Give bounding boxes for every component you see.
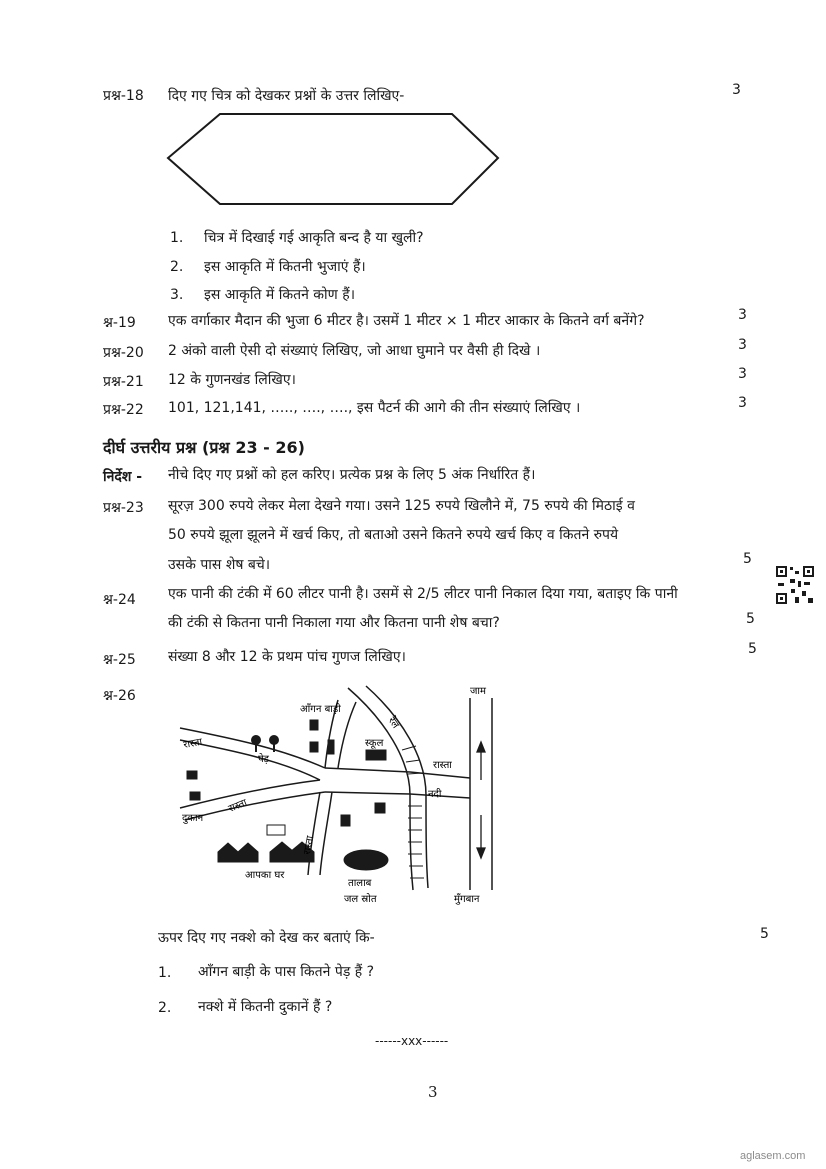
q18-sub3-text: इस आकृति में कितने कोण हैं।: [204, 287, 355, 303]
q25-marks: 5: [748, 641, 757, 657]
q23-line2: 50 रुपये झूला झूलने में खर्च किए, तो बताओ उसने कितने रुपये खर्च किए व कितने रुपये: [168, 527, 619, 543]
q24-line1: एक पानी की टंकी में 60 लीटर पानी है। उसमें से 2/5 लीटर पानी निकाल दिया गया, बताइए कि पानी: [168, 586, 678, 602]
q26-prompt: ऊपर दिए गए नक्शे को देख कर बताएं कि-: [158, 930, 375, 946]
map-label-ped: पेड़: [258, 754, 270, 765]
qr-code: [775, 565, 815, 605]
map-label-mungbaan: मुँगबान: [454, 894, 480, 905]
q21-label: प्रश्न-21: [103, 374, 144, 390]
q22-text: 101, 121,141, ….., …., …., इस पैटर्न की आगे की तीन संख्याएं लिखिए ।: [168, 400, 581, 416]
map-label-raasta-down: रास्ता: [302, 835, 317, 856]
q19-label: श्न-19: [103, 315, 136, 331]
q18-text: दिए गए चित्र को देखकर प्रश्नों के उत्तर लिखिए-: [168, 88, 405, 104]
q22-marks: 3: [738, 395, 747, 411]
direction-text: नीचे दिए गए प्रश्नों को हल करिए। प्रत्येक प्रश्न के लिए 5 अंक निर्धारित हैं।: [168, 467, 536, 483]
watermark: aglasem.com: [740, 1150, 806, 1162]
map-label-raasta-left: रास्ता: [182, 736, 204, 751]
map-label-school: स्कूल: [365, 738, 384, 749]
map-label-nadi: नदी: [428, 789, 442, 800]
map-label-dukaan: दुकान: [182, 813, 204, 824]
q18-label: प्रश्न-18: [103, 88, 144, 104]
village-map: [170, 680, 510, 910]
q23-line1: सूरज़ 300 रुपये लेकर मेला देखने गया। उसने 125 रुपये खिलौने में, 75 रुपये की मिठाई व: [168, 498, 635, 514]
section-heading: दीर्घ उत्तरीय प्रश्न (प्रश्न 23 - 26): [103, 438, 305, 457]
map-label-jaam: जाम: [470, 686, 486, 697]
q26-sub2-text: नक्शे में कितनी दुकानें हैं ?: [198, 999, 333, 1015]
map-label-aangan-baadi: आँगन बाड़ी: [300, 704, 341, 715]
q25-label: श्न-25: [103, 652, 136, 668]
q24-line2: की टंकी से कितना पानी निकाला गया और कितना पानी शेष बचा?: [168, 615, 500, 631]
q18-marks: 3: [732, 82, 741, 98]
q21-marks: 3: [738, 366, 747, 382]
q18-sub1-text: चित्र में दिखाई गई आकृति बन्द है या खुली?: [204, 230, 424, 246]
q24-marks: 5: [746, 611, 755, 627]
q26-sub2-num: 2.: [158, 1000, 172, 1016]
map-label-raasta-mid: रास्ता: [227, 797, 249, 815]
page-number: 3: [428, 1083, 438, 1101]
q21-text: 12 के गुणनखंड लिखिए।: [168, 372, 296, 388]
q26-label: श्न-26: [103, 688, 136, 704]
hexagon-figure: [160, 108, 510, 218]
map-label-jal-srot: जल स्रोत: [344, 894, 377, 905]
q20-marks: 3: [738, 337, 747, 353]
q24-label: श्न-24: [103, 592, 136, 608]
q20-label: प्रश्न-20: [103, 345, 144, 361]
q26-marks: 5: [760, 926, 769, 942]
map-label-raasta-right: रास्ता: [433, 760, 452, 771]
q26-sub1-text: आँगन बाड़ी के पास कितने पेड़ हैं ?: [198, 964, 375, 980]
q26-sub1-num: 1.: [158, 965, 172, 981]
q23-label: प्रश्न-23: [103, 500, 144, 516]
q23-marks: 5: [743, 551, 752, 567]
q25-text: संख्या 8 और 12 के प्रथम पांच गुणज लिखिए।: [168, 649, 406, 665]
end-of-paper-mark: ------xxx------: [375, 1034, 449, 1048]
q20-text: 2 अंको वाली ऐसी दो संख्याएं लिखिए, जो आधा घुमाने पर वैसी ही दिखे ।: [168, 343, 541, 359]
map-label-rail: रेल: [385, 715, 401, 731]
q18-sub3-num: 3.: [170, 287, 184, 303]
q23-line3: उसके पास शेष बचे।: [168, 557, 271, 573]
q18-sub2-num: 2.: [170, 259, 184, 275]
direction-label: निर्देश -: [103, 469, 143, 485]
q18-sub2-text: इस आकृति में कितनी भुजाएं हैं।: [204, 259, 366, 275]
q19-marks: 3: [738, 307, 747, 323]
map-label-talaab: तालाब: [348, 878, 372, 889]
map-label-aapka-ghar: आपका घर: [245, 870, 285, 881]
q18-sub1-num: 1.: [170, 230, 184, 246]
q22-label: प्रश्न-22: [103, 402, 144, 418]
q19-text: एक वर्गाकार मैदान की भुजा 6 मीटर है। उसमें 1 मीटर × 1 मीटर आकार के कितने वर्ग बनेंगे?: [168, 313, 645, 329]
